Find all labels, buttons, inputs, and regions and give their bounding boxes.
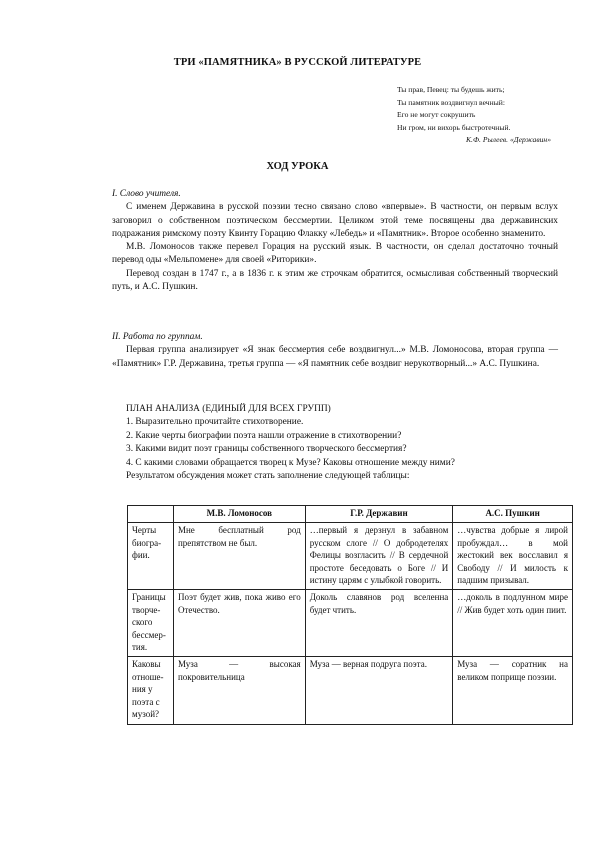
analysis-plan — [126, 403, 566, 483]
table-cell: Поэт будет жив, пока живо его Отечество. — [173, 590, 305, 657]
plan-result: Результатом обсуждения может стать заполнение следующей таблицы: — [126, 471, 410, 482]
table-row — [128, 657, 573, 724]
row-label: Каковы отноше-ния у поэта с музой? — [128, 657, 174, 724]
row-label: Черты биогра-фии. — [128, 523, 174, 590]
table-cell: …доколь в подлунном мире // Жив будет хоть один пиит. — [453, 590, 573, 657]
table-cell: Муза — верная подруга поэта. — [305, 657, 453, 724]
epigraph-line: Ты памятник воздвигнул вечный: — [397, 97, 505, 107]
table-cell: …чувства добрые я лирой пробуждал… в мой жестокий век восславил я Свободу // И милость к падшим призывал. — [453, 523, 573, 590]
table-row — [128, 523, 573, 590]
paragraph: М.В. Ломоносов также перевел Горация на русский язык. В частности, он сделал достаточно точный перевод оды «Мельпомене» для своей «Риторики». — [112, 242, 558, 266]
epigraph-line: Ты прав, Певец: ты будешь жить; — [397, 85, 505, 94]
epigraph — [397, 84, 587, 147]
row-label: Границы творче-ского бессмер-тия. — [128, 590, 174, 657]
section-teacher-word — [112, 188, 558, 294]
table-header-cell: Г.Р. Державин — [305, 506, 453, 523]
table-header-row — [128, 506, 573, 523]
table-cell: Муза — высокая покровительница — [173, 657, 305, 724]
lesson-title: ХОД УРОКА — [266, 161, 329, 172]
plan-item: 2. Какие черты биографии поэта нашли отражение в стихотворении? — [126, 430, 402, 441]
plan-item: 4. С какими словами обращается творец к Музе? Каковы отношение между ними? — [126, 457, 455, 468]
epigraph-line: Ни гром, ни вихорь быстротечный. — [397, 122, 511, 132]
table-cell: Доколь славянов род вселенна будет чтить. — [305, 590, 453, 657]
section-group-work — [112, 331, 558, 371]
table-cell: Мне бесплатный род препятством не был. — [173, 523, 305, 590]
section-heading: II. Работа по группам. — [112, 332, 203, 342]
paragraph: С именем Державина в русской поэзии тесно связано слово «впервые». В частности, он первым вслух заговорил о собственном поэтическом бессмертии. Целиком этой теме посвящены два державинских подражания римскому поэту Квинту Горацию Флакку «Лебедь» и «Памятник». Второе особенно знаменито. — [112, 202, 558, 239]
table-header-cell — [128, 506, 174, 523]
epigraph-source: К.Ф. Рылеев. «Державин» — [466, 135, 551, 145]
epigraph-line: Его не могут сокрушить — [397, 110, 476, 120]
table-cell: …первый я дерзнул в забавном русском слоге // О добродетелях Фелицы возгласить // В сердечной простоте беседовать о Боге // И истину царям с улыбкой говорить. — [305, 523, 453, 590]
plan-item: 1. Выразительно прочитайте стихотворение. — [126, 417, 304, 428]
paragraph: Перевод создан в 1747 г., а в 1836 г. к этим же строчкам обратится, осмысливая собственный творческий путь, и А.С. Пушкин. — [112, 268, 558, 293]
plan-heading: ПЛАН АНАЛИЗА (ЕДИНЫЙ ДЛЯ ВСЕХ ГРУПП) — [126, 404, 331, 414]
analysis-table — [127, 505, 573, 725]
plan-item: 3. Какими видит поэт границы собственного творческого бессмертия? — [126, 444, 407, 455]
table-header-cell: А.С. Пушкин — [453, 506, 573, 523]
section-heading: I. Слово учителя. — [112, 189, 181, 199]
table-header-cell: М.В. Ломоносов — [173, 506, 305, 523]
table-cell: Муза — соратник на великом поприще поэзии. — [453, 657, 573, 724]
paragraph: Первая группа анализирует «Я знак бессмертия себе воздвигнул...» М.В. Ломоносова, вторая группа — «Памятник» Г.Р. Державина, третья группа — «Я памятник себе воздвиг нерукотворный...» А.С. Пушкина. — [112, 345, 558, 369]
document-title: ТРИ «ПАМЯТНИКА» В РУССКОЙ ЛИТЕРАТУРЕ — [173, 57, 422, 68]
table-row — [128, 590, 573, 657]
